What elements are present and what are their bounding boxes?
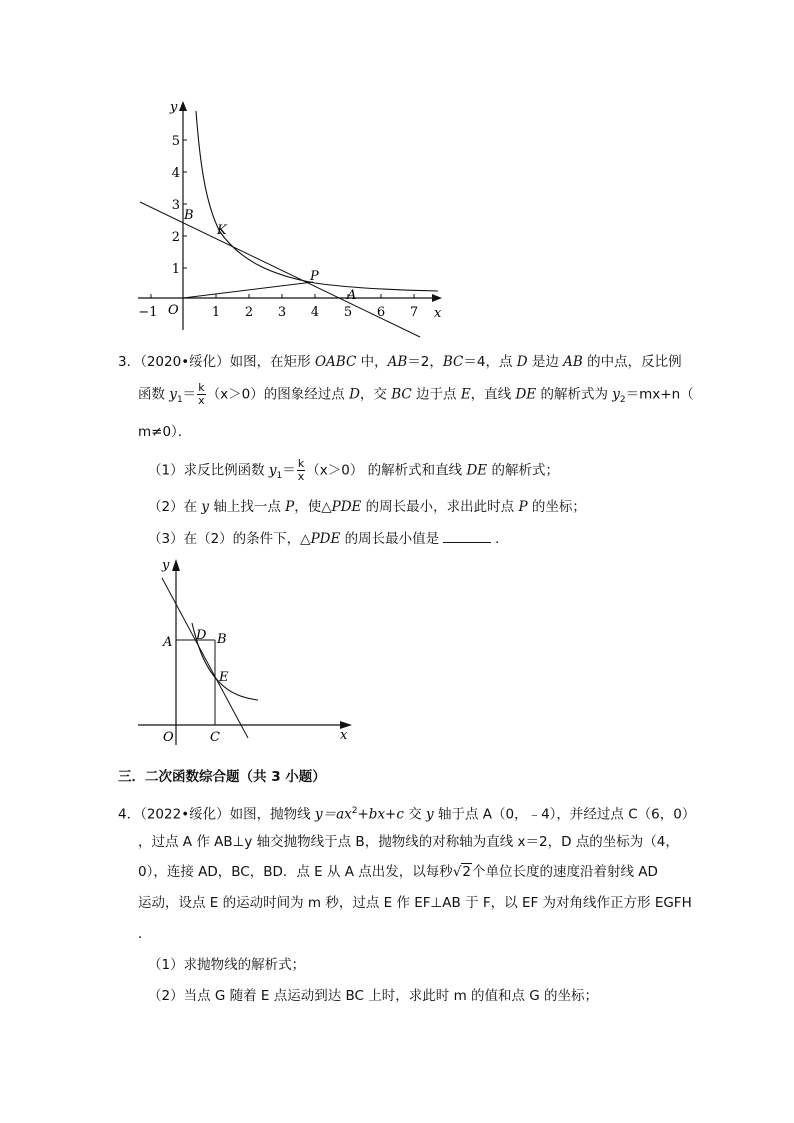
point-B-label: B [184,208,194,223]
sqrt-2: √2 [452,864,472,880]
y-axis-arrow [172,559,180,571]
point-D-label: D [196,628,207,643]
figure-2-graph [130,553,365,753]
y-tick-label: 2 [171,230,180,245]
y-axis-label: y [170,100,178,115]
point-C-label: C [210,730,220,745]
y-tick-label: 3 [171,198,180,213]
answer-blank[interactable] [443,528,491,543]
y-axis-arrow [179,101,187,111]
point-K-label: K [217,223,227,238]
x-axis-label: x [340,728,348,743]
origin-label: O [163,730,174,745]
x-axis-label: x [434,306,442,321]
line-OP [183,282,313,298]
x-tick-label: 6 [376,305,386,320]
y-axis-label: y [162,558,170,573]
figure-1-graph [130,95,450,345]
y-tick-label: 5 [171,134,180,149]
line-DE [162,578,248,738]
x-tick-label: 7 [409,305,419,320]
x-tick-label: 5 [343,305,353,320]
y-tick-label: 1 [171,262,180,277]
x-tick-label: 2 [244,305,254,320]
x-tick-label: −1 [138,305,158,320]
x-axis-arrow [432,294,442,302]
point-P-label: P [310,269,319,284]
point-B-label: B [217,632,227,647]
point-A-label: A [163,635,173,650]
hyperbola-curve [196,111,438,291]
fraction-k-over-x: $\frac{k}{x}$ [198,381,205,407]
x-tick-label: 3 [277,305,287,320]
fraction-k-over-x: $\frac{k}{x}$ [297,457,305,483]
y-tick-label: 4 [171,166,180,181]
x-tick-label: 4 [310,305,320,320]
x-tick-label: 1 [211,305,221,320]
origin-label: O [168,303,179,318]
point-E-label: E [219,670,229,685]
point-A-label: A [347,288,357,303]
